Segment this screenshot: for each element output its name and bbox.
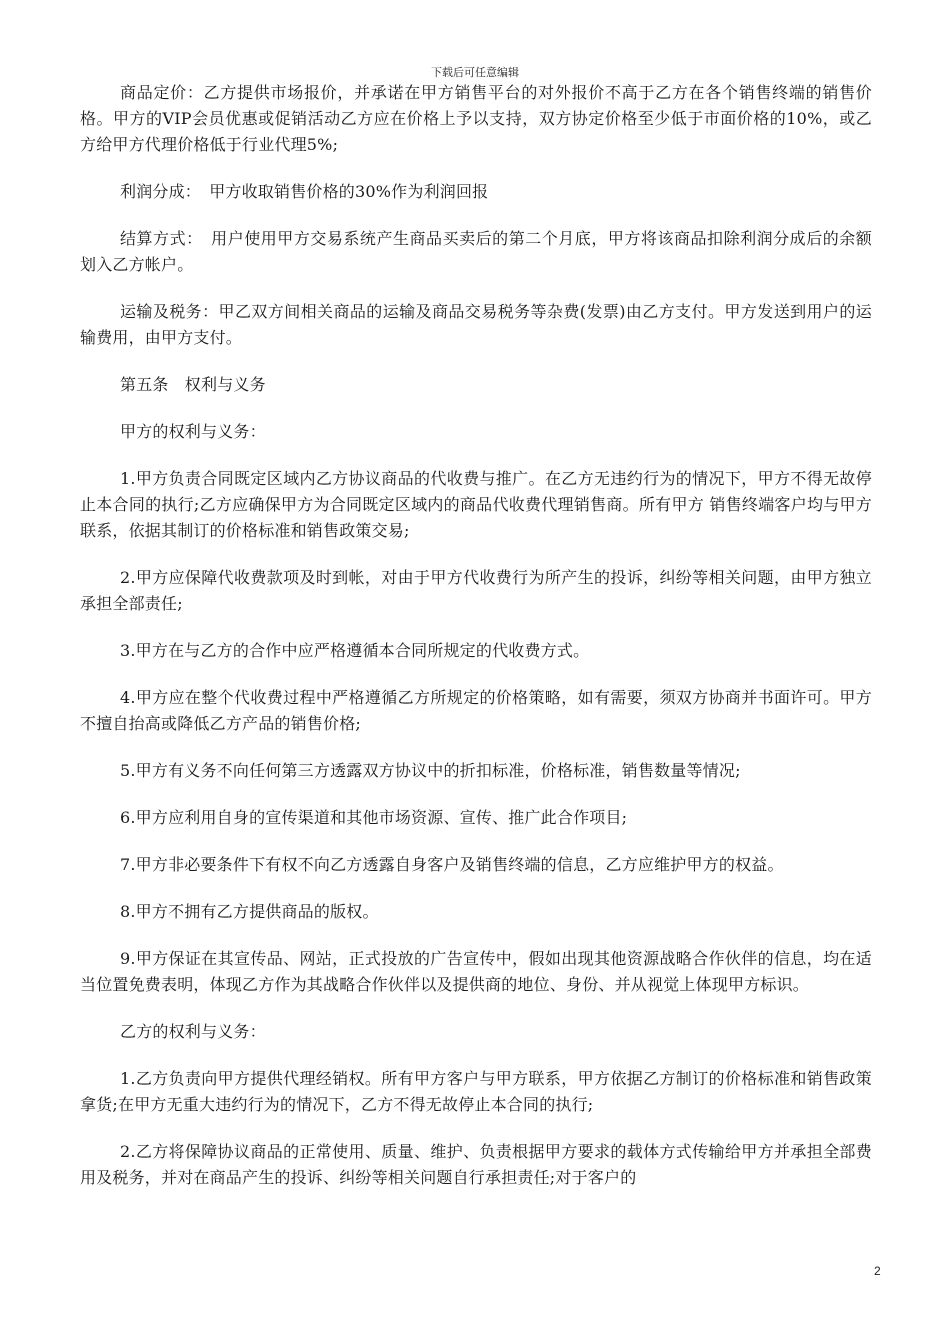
page-number: 2 [874,1264,881,1278]
subheading-party-b-rights: 乙方的权利与义务： [120,1022,266,1041]
header-note: 下载后可任意编辑 [431,66,519,79]
subheading-party-a-rights: 甲方的权利与义务： [120,422,266,441]
party-a-clause-2: 2.甲方应保障代收费款项及时到帐，对由于甲方代收费行为所产生的投诉，纠纷等相关问题，由甲方独立承担全部责任; [80,568,872,613]
document-body [80,80,872,1212]
paragraph-pricing: 商品定价：乙方提供市场报价，并承诺在甲方销售平台的对外报价不高于乙方在各个销售终端的销售价格。甲方的VIP会员优惠或促销活动乙方应在价格上予以支持，双方协定价格至少低于市面价格的10%，或乙方给甲方代理价格低于行业代理5%; [80,83,872,154]
party-b-clause-1: 1.乙方负责向甲方提供代理经销权。所有甲方客户与甲方联系，甲方依据乙方制订的价格标准和销售政策拿货;在甲方无重大违约行为的情况下，乙方不得无故停止本合同的执行; [80,1069,872,1114]
party-a-clause-4: 4.甲方应在整个代收费过程中严格遵循乙方所规定的价格策略，如有需要，须双方协商并书面许可。甲方不擅自抬高或降低乙方产品的销售价格; [80,688,872,733]
party-a-clause-6: 6.甲方应利用自身的宣传渠道和其他市场资源、宣传、推广此合作项目; [120,808,628,827]
paragraph-profit-share: 利润分成： 甲方收取销售价格的30%作为利润回报 [120,182,489,201]
party-a-clause-3: 3.甲方在与乙方的合作中应严格遵循本合同所规定的代收费方式。 [120,641,590,660]
party-a-clause-8: 8.甲方不拥有乙方提供商品的版权。 [120,902,379,921]
party-a-clause-5: 5.甲方有义务不向任何第三方透露双方协议中的折扣标准，价格标准，销售数量等情况; [120,761,741,780]
section-heading-article-5: 第五条 权利与义务 [120,375,266,394]
party-a-clause-1: 1.甲方负责合同既定区域内乙方协议商品的代收费与推广。在乙方无违约行为的情况下，甲方不得无故停止本合同的执行;乙方应确保甲方为合同既定区域内的商品代收费代理销售商。所有甲方 销售终端客户均与甲方联系，依据其制订的价格标准和销售政策交易; [80,469,872,540]
party-a-clause-7: 7.甲方非必要条件下有权不向乙方透露自身客户及销售终端的信息，乙方应维护甲方的权益。 [120,855,784,874]
party-a-clause-9: 9.甲方保证在其宣传品、网站，正式投放的广告宣传中，假如出现其他资源战略合作伙伴的信息，均在适当位置免费表明，体现乙方作为其战略合作伙伴以及提供商的地位、身份、并从视觉上体现甲方标识。 [80,949,872,994]
paragraph-settlement: 结算方式： 用户使用甲方交易系统产生商品买卖后的第二个月底，甲方将该商品扣除利润分成后的余额划入乙方帐户。 [80,229,872,274]
paragraph-transport-tax: 运输及税务：甲乙双方间相关商品的运输及商品交易税务等杂费(发票)由乙方支付。甲方发送到用户的运输费用，由甲方支付。 [80,302,872,347]
party-b-clause-2: 2.乙方将保障协议商品的正常使用、质量、维护、负责根据甲方要求的载体方式传输给甲方并承担全部费用及税务，并对在商品产生的投诉、纠纷等相关问题自行承担责任;对于客户的 [80,1142,872,1187]
